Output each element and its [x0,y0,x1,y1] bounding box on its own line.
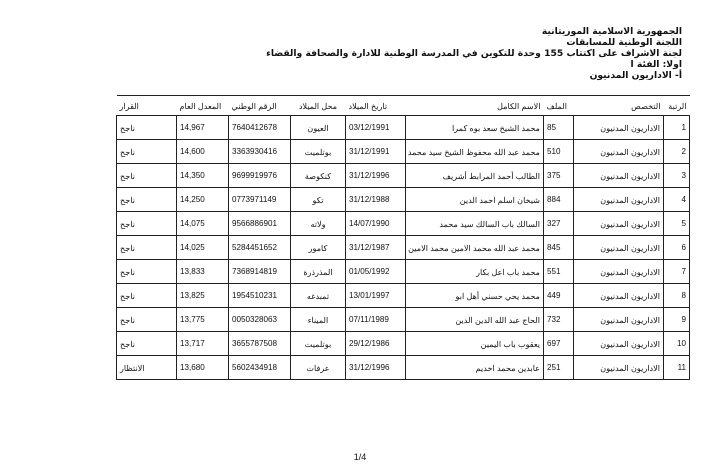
results-table [116,95,690,380]
cell-file: 551 [544,260,574,284]
cell-dob: 03/12/1991 [346,116,406,140]
table-row [117,260,690,284]
cell-pob: بوتلميت [291,140,346,164]
cell-avg: 13,717 [177,332,229,356]
cell-name: شيخان اسلم احمد الدين [406,188,544,212]
cell-rank: 11 [664,356,690,380]
cell-rank: 3 [664,164,690,188]
cell-dob: 13/01/1997 [346,284,406,308]
table-row [117,116,690,140]
cell-specialty: الاداريون المدنيون [574,116,664,140]
cell-file: 449 [544,284,574,308]
cell-pob: عرفات [291,356,346,380]
cell-name: محمد عبد الله محمد الامين محمد الامين [406,236,544,260]
table-row [117,284,690,308]
cell-nni: 3363930416 [229,140,291,164]
col-rank: الرتبة [664,96,690,116]
cell-decision: ناجح [117,188,177,212]
header-republic: الجمهورية الاسلامية الموريتانية [541,26,682,37]
table-header-row [117,96,690,116]
cell-avg: 14,250 [177,188,229,212]
cell-pob: بوتلميت [291,332,346,356]
cell-specialty: الاداريون المدنيون [574,188,664,212]
cell-nni: 5284451652 [229,236,291,260]
page-number: 1/4 [353,452,367,462]
cell-name: عابدين محمد اخديم [406,356,544,380]
cell-file: 251 [544,356,574,380]
cell-rank: 8 [664,284,690,308]
cell-file: 327 [544,212,574,236]
cell-dob: 31/12/1991 [346,140,406,164]
cell-pob: المذرذرة [291,260,346,284]
table-row [117,164,690,188]
cell-avg: 14,025 [177,236,229,260]
cell-avg: 13,680 [177,356,229,380]
header-category: اولا: الفئة ا [630,59,682,70]
col-avg: المعدل العام [177,96,229,116]
cell-specialty: الاداريون المدنيون [574,284,664,308]
cell-rank: 9 [664,308,690,332]
cell-specialty: الاداريون المدنيون [574,308,664,332]
col-nni: الرقم الوطني [229,96,291,116]
col-specialty: التخصص [574,96,664,116]
cell-dob: 07/11/1989 [346,308,406,332]
cell-specialty: الاداريون المدنيون [574,236,664,260]
cell-pob: كامور [291,236,346,260]
cell-file: 845 [544,236,574,260]
cell-specialty: الاداريون المدنيون [574,356,664,380]
col-decision: القرار [117,96,177,116]
cell-file: 732 [544,308,574,332]
cell-name: يعقوب باب اليمين [406,332,544,356]
cell-specialty: الاداريون المدنيون [574,332,664,356]
cell-name: السالك باب السالك سيد محمد [406,212,544,236]
cell-avg: 14,600 [177,140,229,164]
cell-nni: 0050328063 [229,308,291,332]
cell-rank: 10 [664,332,690,356]
cell-pob: الميناء [291,308,346,332]
cell-avg: 13,775 [177,308,229,332]
cell-nni: 7640412678 [229,116,291,140]
table-row [117,356,690,380]
cell-decision: ناجح [117,284,177,308]
table-body [117,116,690,380]
table-row [117,308,690,332]
cell-name: محمد باب اعل بكار [406,260,544,284]
col-file: الملف [544,96,574,116]
cell-decision: الانتظار [117,356,177,380]
cell-rank: 4 [664,188,690,212]
col-name: الاسم الكامل [406,96,544,116]
cell-name: محمد الشيخ سعد بوه كمرا [406,116,544,140]
cell-dob: 31/12/1987 [346,236,406,260]
cell-dob: 29/12/1986 [346,332,406,356]
cell-file: 375 [544,164,574,188]
cell-dob: 31/12/1988 [346,188,406,212]
cell-file: 510 [544,140,574,164]
cell-pob: كنكوصة [291,164,346,188]
cell-nni: 1954510231 [229,284,291,308]
cell-pob: ولاته [291,212,346,236]
cell-name: الحاج عبد الله الدين الدين [406,308,544,332]
cell-rank: 7 [664,260,690,284]
cell-file: 697 [544,332,574,356]
cell-decision: ناجح [117,260,177,284]
cell-pob: تكو [291,188,346,212]
cell-rank: 1 [664,116,690,140]
cell-specialty: الاداريون المدنيون [574,140,664,164]
cell-nni: 5602434918 [229,356,291,380]
cell-avg: 14,967 [177,116,229,140]
cell-avg: 14,350 [177,164,229,188]
cell-nni: 9699919976 [229,164,291,188]
cell-avg: 13,825 [177,284,229,308]
cell-file: 884 [544,188,574,212]
table-row [117,188,690,212]
table-row [117,332,690,356]
cell-nni: 0773971149 [229,188,291,212]
cell-name: محمد يحي حسني أهل ابو [406,284,544,308]
document-header [262,26,682,81]
col-dob: تاريخ الميلاد [346,96,406,116]
cell-dob: 31/12/1996 [346,164,406,188]
cell-decision: ناجح [117,116,177,140]
cell-rank: 5 [664,212,690,236]
cell-nni: 3655787508 [229,332,291,356]
cell-rank: 6 [664,236,690,260]
header-supervision: لجنة الاشراف على اكتتاب 155 وحدة للتكوين في المدرسة الوطنية للادارة والصحافة والقضاء [266,48,682,59]
cell-pob: العيون [291,116,346,140]
cell-dob: 31/12/1996 [346,356,406,380]
header-section: أ- الاداريون المدنيون [589,70,682,81]
header-committee: اللجنة الوطنية للمسابقات [566,37,682,48]
cell-decision: ناجح [117,212,177,236]
cell-name: محمد عبد الله محفوظ الشيخ سيد محمد [406,140,544,164]
cell-dob: 14/07/1990 [346,212,406,236]
table-row [117,140,690,164]
cell-decision: ناجح [117,308,177,332]
cell-file: 85 [544,116,574,140]
cell-avg: 13,833 [177,260,229,284]
cell-nni: 7368914819 [229,260,291,284]
cell-decision: ناجح [117,332,177,356]
cell-decision: ناجح [117,164,177,188]
cell-decision: ناجح [117,140,177,164]
table-row [117,236,690,260]
cell-nni: 9566886901 [229,212,291,236]
cell-specialty: الاداريون المدنيون [574,260,664,284]
cell-name: الطالب أحمد المرابط أشريف [406,164,544,188]
cell-dob: 01/05/1992 [346,260,406,284]
cell-decision: ناجح [117,236,177,260]
cell-pob: تمبدغه [291,284,346,308]
cell-avg: 14,075 [177,212,229,236]
table-row [117,212,690,236]
col-pob: محل الميلاد [291,96,346,116]
cell-specialty: الاداريون المدنيون [574,164,664,188]
cell-rank: 2 [664,140,690,164]
cell-specialty: الاداريون المدنيون [574,212,664,236]
